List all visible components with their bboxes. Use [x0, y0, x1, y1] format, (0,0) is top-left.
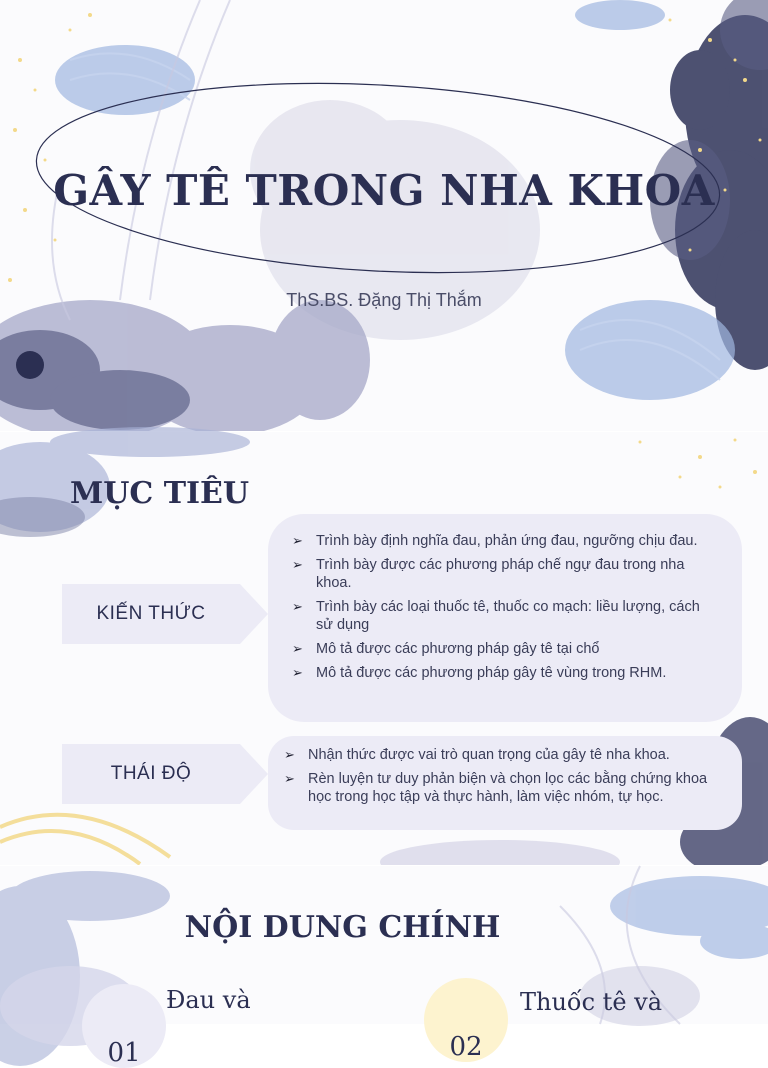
- knowledge-arrow: [240, 584, 268, 644]
- list-item: ➢ Rèn luyện tư duy phản biện và chọn lọc các bằng chứng khoa học trong học tập và thực hành, làm việc nhóm, tự học.: [284, 771, 708, 805]
- arrow-bullet-icon: ➢: [292, 641, 303, 656]
- attitude-list: [268, 736, 742, 806]
- contents-heading: NỘI DUNG CHÍNH: [184, 910, 501, 945]
- knowledge-tag: [62, 584, 240, 644]
- section-title: Đau và: [166, 986, 251, 1014]
- arrow-bullet-icon: ➢: [284, 771, 295, 786]
- knowledge-list: [268, 514, 742, 682]
- arrow-bullet-icon: ➢: [292, 557, 303, 572]
- section-title: Thuốc tê và: [520, 988, 663, 1016]
- attitude-tag: [62, 744, 240, 804]
- list-item: ➢ Mô tả được các phương pháp gây tê tại chổ: [292, 641, 600, 657]
- author-name: ThS.BS. Đặng Thị Thắm: [286, 290, 482, 310]
- watercolor-background: [0, 0, 768, 432]
- list-item: ➢ Nhận thức được vai trò quan trọng của gây tê nha khoa.: [284, 747, 670, 763]
- section-number-circle: [424, 978, 508, 1062]
- arrow-bullet-icon: ➢: [292, 533, 303, 548]
- list-item: ➢ Mô tả được các phương pháp gây tê vùng trong RHM.: [292, 665, 667, 681]
- arrow-bullet-icon: ➢: [292, 665, 303, 680]
- attitude-box: [268, 736, 742, 830]
- section-number-circle: [82, 984, 166, 1068]
- knowledge-label: KIẾN THỨC: [96, 603, 206, 624]
- arrow-bullet-icon: ➢: [284, 747, 295, 762]
- attitude-arrow: [240, 744, 268, 804]
- presentation-title: GÂY TÊ TRONG NHA KHOA: [53, 166, 715, 215]
- list-item: ➢ Trình bày được các phương pháp chế ngự đau trong nha khoa.: [292, 557, 685, 591]
- contents-slide: [0, 866, 768, 1068]
- knowledge-box: [268, 514, 742, 722]
- arrow-bullet-icon: ➢: [292, 599, 303, 614]
- objectives-heading: MỤC TIÊU: [70, 476, 250, 511]
- list-item: ➢ Trình bày định nghĩa đau, phản ứng đau, ngưỡng chịu đau.: [292, 533, 698, 549]
- list-item: ➢ Trình bày các loại thuốc tê, thuốc co mạch: liều lượng, cách sử dụng: [292, 599, 700, 633]
- objectives-slide: [0, 432, 768, 866]
- cover-slide: [0, 0, 768, 432]
- attitude-label: THÁI ĐỘ: [110, 763, 192, 784]
- section-number: 01: [107, 1038, 141, 1068]
- section-number: 02: [449, 1032, 483, 1062]
